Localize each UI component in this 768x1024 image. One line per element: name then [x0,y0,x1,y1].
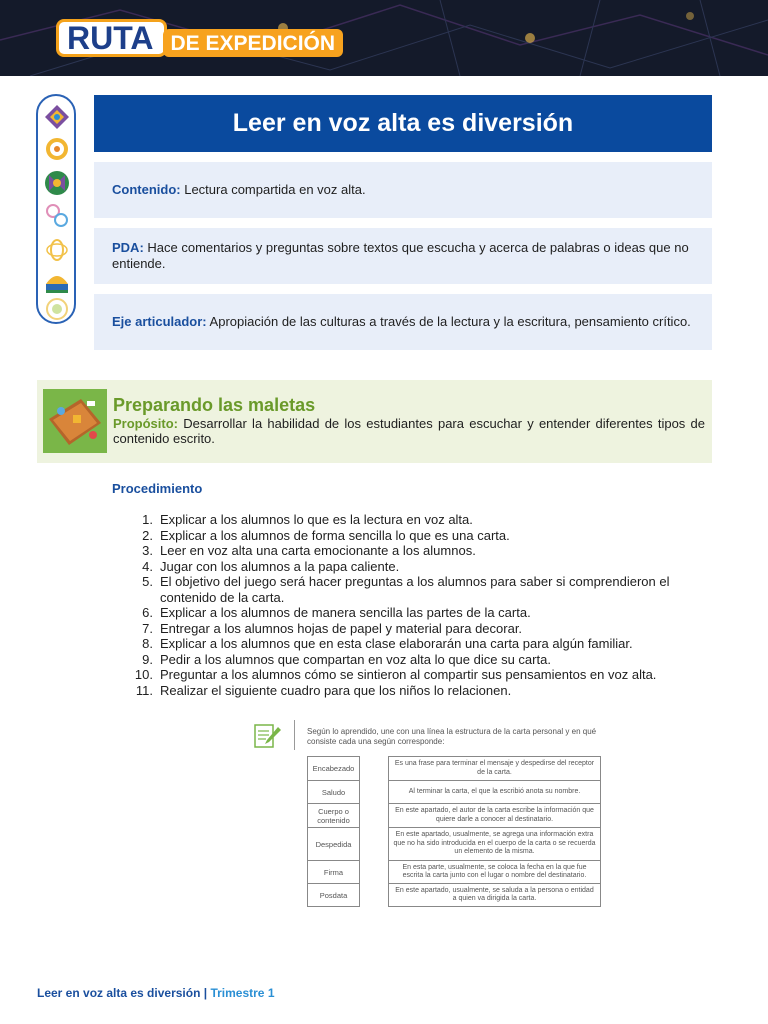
descripcion-cell: En esta parte, usualmente, se coloca la fecha en la que fue escrita la carta junto con el lugar o nombre del destinatario. [389,861,600,884]
pueblo-icon [44,268,70,294]
step-text: Leer en voz alta una carta emocionante a los alumnos. [160,543,476,558]
logo-ruta: RUTA [56,19,167,57]
eje-label: Eje articulador: [112,314,207,329]
proposito-body: Desarrollar la habilidad de los estudiantes para escuchar y entender diferentes tipos de contenido escrito. [113,416,705,446]
procedimiento-heading: Procedimiento [112,481,203,496]
step-text: El objetivo del juego será hacer preguntas a los alumnos para saber si comprendieron el contenido de la carta. [160,574,670,605]
campos-formativos-rail [36,94,76,324]
step-text: Explicar a los alumnos de forma sencilla lo que es una carta. [160,527,510,543]
step-text: Explicar a los alumnos lo que es la lectura en voz alta. [160,512,473,527]
etica-icon [44,170,70,196]
footer-trimestre: Trimestre 1 [210,986,275,1000]
step-text: Entregar a los alumnos hojas de papel y material para decorar. [160,620,523,636]
logo-expedicion: DE EXPEDICIÓN [163,29,344,57]
suitcase-icon [43,389,107,453]
estructura-cell: Saludo [308,781,359,804]
step-text: Realizar el siguiente cuadro para que los niños lo relacionen. [160,682,512,698]
worksheet-instruction: Según lo aprendido, une con una línea la estructura de la carta personal y en qué consiste cada una según corresponde: [307,727,597,746]
list-item [131,512,691,528]
page-footer [37,986,275,1000]
step-number: 10. [134,667,153,682]
page-title: Leer en voz alta es diversión [94,95,712,152]
contenido-box [94,162,712,218]
step-text: Pedir a los alumnos que compartan en voz alta lo que dice su carta. [160,651,551,667]
contenido-label: Contenido: [112,182,181,197]
estructura-cell: Cuerpo o contenido [308,804,359,828]
step-text: Explicar a los alumnos de manera sencilla las partes de la carta. [160,605,531,620]
footer-separator: | [203,986,208,1000]
proposito-text [113,416,705,446]
step-number: 8. [142,636,153,651]
ruta-expedicion-logo [56,16,343,60]
step-number: 11. [135,682,153,698]
descripcion-cell: En este apartado, usualmente, se saluda a la persona o entidad a quien va dirigida la carta. [395,886,594,902]
pda-box [94,228,712,284]
estructura-cell: Posdata [319,890,348,900]
descripcion-cell: En este apartado, usualmente, se agrega una información extra que no ha sido introducida en el cuerpo de la carta o se recuerda un elemento de la misma. [389,828,600,861]
estructura-cell: Despedida [308,828,359,861]
step-number: 3. [142,543,153,558]
proposito-label: Propósito: [113,416,178,431]
estructura-cell: Encabezado [308,757,359,781]
list-item [131,652,691,668]
step-text: Explicar a los alumnos que en esta clase elaborarán una carta para algún familiar. [160,636,633,651]
step-number: 6. [142,605,153,620]
humano-icon [44,202,70,228]
step-text: Jugar con los alumnos a la papa caliente. [160,558,400,574]
descripcion-column [388,756,601,907]
list-item [131,667,691,683]
contenido-text: Lectura compartida en voz alta. [184,182,366,197]
divider [294,720,295,750]
pencil-paper-icon [252,721,282,751]
list-item [131,636,691,652]
step-number: 7. [142,620,153,636]
eje-box [94,294,712,350]
list-item [131,574,691,605]
pda-text: Hace comentarios y preguntas sobre textos que escucha y acerca de palabras o ideas que no entiende. [112,240,689,271]
campo-icon [44,296,70,322]
list-item [131,605,691,621]
lengua-icon [44,236,70,262]
step-text: Preguntar a los alumnos cómo se sintieron al compartir sus pensamientos en voz alta. [160,667,657,682]
estructura-cell: Firma [308,861,359,884]
list-item [131,559,691,575]
lenguajes-icon [44,104,70,130]
descripcion-cell: Es una frase para terminar el mensaje y despedirse del receptor de la carta. [389,757,600,781]
step-number: 9. [142,651,153,667]
descripcion-cell: En este apartado, el autor de la carta escribe la información que quiere darle a conocer al destinatario. [389,804,600,828]
descripcion-cell: Al terminar la carta, el que la escribió anota su nombre. [389,781,600,804]
header-banner [0,0,768,76]
pda-label: PDA: [112,240,144,255]
worksheet [250,718,610,913]
estructura-column [307,756,360,907]
step-number: 4. [142,558,153,574]
list-item [131,621,691,637]
saberes-icon [44,136,70,162]
list-item [131,543,691,559]
step-number: 5. [142,574,153,589]
preparando-heading: Preparando las maletas [113,395,316,415]
list-item [131,528,691,544]
eje-text: Apropiación de las culturas a través de la lectura y la escritura, pensamiento crítico. [209,314,691,329]
step-number: 1. [142,512,153,527]
footer-title: Leer en voz alta es diversión [37,986,201,1000]
procedimiento-list [131,512,691,698]
list-item [131,683,691,699]
step-number: 2. [142,527,153,543]
preparando-section [37,380,712,463]
